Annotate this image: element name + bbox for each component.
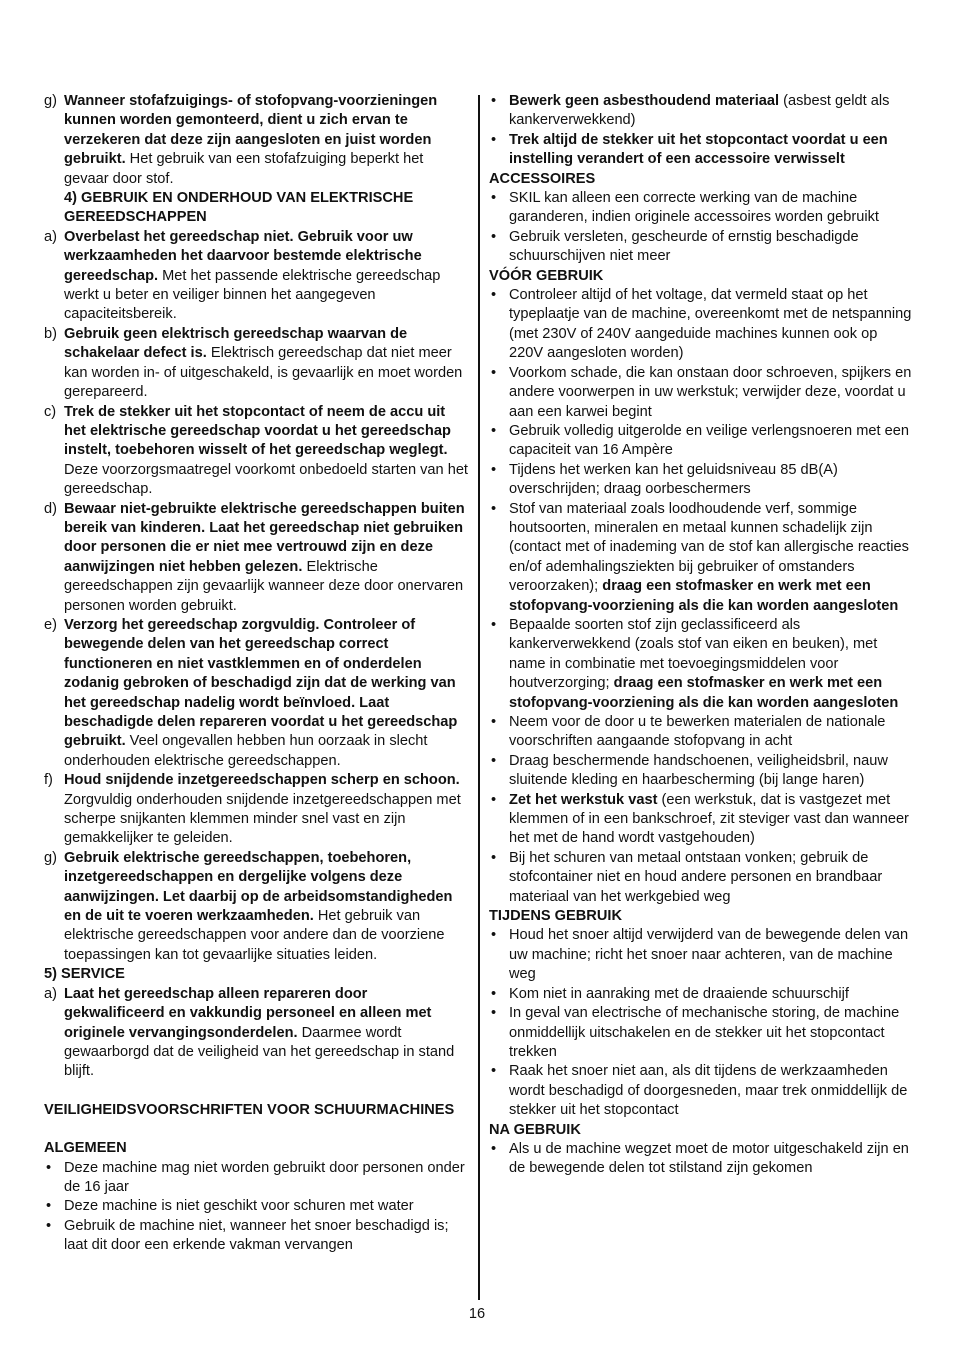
left-column [44, 92, 470, 1256]
bullet-item [489, 752, 913, 791]
list-item [44, 985, 470, 1082]
item-marker: c) [44, 403, 57, 420]
item-text: Als u de machine wegzet moet de motor uitgeschakeld zijn en de bewegende delen tot stilstand zijn gekomen [509, 1140, 909, 1177]
list-item [44, 228, 470, 325]
item-marker: g) [44, 849, 57, 866]
item-text: Houd het snoer altijd verwijderd van de bewegende delen van uw machine; richt het snoer naar achteren, van de machine weg [509, 927, 909, 983]
list-item [44, 849, 470, 965]
item-bold-text: draag een stofmasker en werk met een stofopvang-voorziening als die kan worden aangesloten [509, 675, 899, 711]
bullet-item [489, 926, 913, 984]
section-heading: NA GEBRUIK [489, 1121, 581, 1138]
item-bold-text: Overbelast het gereedschap niet. Gebruik voor uw werkzaamheden het daarvoor bestemde elektrische gereedschap. [64, 228, 422, 284]
page-number: 16 [468, 1306, 486, 1322]
item-marker: • [491, 131, 497, 148]
bullet-item [44, 1159, 470, 1198]
item-text: Tijdens het werken kan het geluidsniveau 85 dB(A) overschrijden; draag oorbeschermers [509, 461, 838, 498]
item-marker: • [491, 422, 497, 439]
item-marker: • [46, 1159, 52, 1176]
item-marker: • [491, 616, 497, 633]
item-marker: b) [44, 325, 57, 342]
list-item [44, 771, 470, 849]
item-marker: f) [44, 772, 53, 789]
list-item [44, 403, 470, 500]
item-marker: • [491, 1063, 497, 1080]
item-marker: • [491, 1005, 497, 1022]
column-divider [478, 95, 480, 1300]
item-text: Raak het snoer niet aan, als dit tijdens de werkzaamheden wordt beschadigd of doorgesneden, maar trek onmiddellijk de stekker uit het stopcontact [509, 1063, 908, 1119]
item-marker: • [491, 93, 497, 109]
item-text: Daarmee wordt gewaarborgd dat de veiligheid van het gereedschap in stand blijft. [64, 1024, 455, 1080]
item-text: Het gebruik van elektrische gereedschappen voor andere dan de voorziene toepassingen kan tot gevaarlijke situaties leiden. [64, 908, 445, 963]
section-heading: VEILIGHEIDSVOORSCHRIFTEN VOOR SCHUURMACHINES [44, 1101, 455, 1118]
item-bold-text: draag een stofmasker en werk met een stofopvang-voorziening als die kan worden aangesloten [509, 578, 899, 614]
item-marker: • [491, 190, 497, 207]
section-heading: ALGEMEEN [44, 1140, 127, 1157]
item-marker: • [491, 1140, 497, 1157]
bullet-item [489, 286, 913, 364]
item-text: (een werkstuk, dat is vastgezet met klemmen of in een bankschroef, zit steviger vast dan wanneer het met de hand wordt vastgehouden) [509, 791, 909, 847]
right-column [489, 92, 913, 1179]
item-text: Veel ongevallen hebben hun oorzaak in slecht onderhouden elektrische gereedschappen. [64, 733, 428, 769]
bullet-item [489, 364, 913, 422]
item-marker: • [46, 1217, 52, 1234]
item-marker: • [491, 228, 497, 245]
item-bold-text: Gebruik geen elektrisch gereedschap waarvan de schakelaar defect is. [64, 325, 408, 362]
bullet-item [489, 849, 913, 907]
bullet-item [489, 985, 913, 1004]
bullet-item [489, 422, 913, 461]
item-bold-text: Verzorg het gereedschap zorgvuldig. Controleer of bewegende delen van het gereedschap correct functioneren en niet vastklemmen en of onderdelen zodanig gebroken of beschadigd zijn dat de werking van het gereedschap nadelig wordt beïnvloed. Laat beschadigde delen repareren voordat u het gereedschap gebruikt. [64, 616, 458, 750]
bullet-item [489, 1004, 913, 1062]
item-bold-text: Bewaar niet-gebruikte elektrische gereedschappen buiten bereik van kinderen. Laat het gereedschap niet gebruiken door personen die er niet mee vertrouwd zijn en deze aanwijzingen niet hebben gelezen. [64, 500, 465, 575]
item-text: Met het passende elektrische gereedschap werkt u beter en veiliger binnen het aangegeven capaciteitsbereik. [64, 267, 441, 323]
item-bold-text: Gebruik elektrische gereedschappen, toebehoren, inzetgereedschappen en dergelijke volgens deze aanwijzingen. Let daarbij op de arbeidsomstandigheden en de uit te voeren werkzaamheden. [64, 849, 453, 925]
bullet-item [44, 1197, 470, 1216]
item-text: Gebruik versleten, gescheurde of ernstig beschadigde schuurschijven niet meer [509, 228, 859, 265]
item-bold-text: Zet het werkstuk vast [509, 791, 658, 808]
bullet-item [489, 131, 913, 170]
list-item [44, 616, 470, 771]
item-text: Elektrisch gereedschap dat niet meer kan worden in- of uitgeschakeld, is gevaarlijk en moet worden gerepareerd. [64, 345, 463, 401]
section-heading: 5) SERVICE [44, 966, 125, 983]
item-text: Stof van materiaal zoals loodhoudende verf, sommige houtsoorten, mineralen en metaal kunnen schadelijk zijn (contact met of inademing van de stof kan allergische reacties en/of ademhalingsziekten bij gebruiker of omstanders veroorzaken); [509, 500, 909, 595]
spacer [44, 1120, 470, 1139]
item-marker: • [491, 849, 497, 866]
item-marker: • [491, 985, 497, 1002]
item-text: Zorgvuldig onderhouden snijdende inzetgereedschappen met scherpe snijkanten klemmen minder snel vast en zijn gemakkelijker te geleiden. [64, 791, 461, 847]
list-item [44, 500, 470, 616]
bullet-item [489, 189, 913, 228]
item-text: Controleer altijd of het voltage, dat vermeld staat op het typeplaatje van de machine, overeenkomt met de netspanning (met 230V of 240V aangeduide machines kunnen ook op 220V aangesloten worden) [509, 287, 912, 362]
list-item [44, 92, 470, 189]
section-heading: ACCESSOIRES [489, 170, 596, 187]
section-heading: VÓÓR GEBRUIK [489, 267, 604, 284]
item-marker: • [491, 461, 497, 478]
item-text: Bepaalde soorten stof zijn geclassificeerd als kankerverwekkend (zoals stof van eiken en beuken), met name in combinatie met toevoegingsmiddelen voor houtverzorging; [509, 616, 878, 692]
item-text: Neem voor de door u te bewerken materialen de nationale voorschriften aangaande stofopvang in acht [509, 714, 886, 750]
item-text: Elektrische gereedschappen zijn gevaarlijk wanneer deze door onervaren personen worden gebruikt. [64, 558, 464, 614]
item-text: In geval van electrische of mechanische storing, de machine onmiddellijk uitschakelen en de stekker uit het stopcontact trekken [509, 1005, 900, 1060]
item-marker: • [491, 752, 497, 769]
item-text: Voorkom schade, die kan onstaan door schroeven, spijkers en andere voorwerpen in uw werkstuk; verwijder deze, voordat u aan een karwei begint [509, 364, 912, 420]
item-marker: a) [44, 985, 57, 1002]
item-text: Het gebruik van een stofafzuiging beperkt het gevaar door stof. [64, 151, 424, 187]
bullet-item [489, 92, 913, 131]
item-text: Deze voorzorgsmaatregel voorkomt onbedoeld starten van het gereedschap. [64, 461, 468, 498]
bullet-item [489, 791, 913, 849]
item-text: Gebruik de machine niet, wanneer het snoer beschadigd is; laat dit door een erkende vakman vervangen [64, 1217, 449, 1254]
item-marker: d) [44, 500, 57, 517]
item-marker: • [491, 500, 497, 517]
item-marker: • [491, 364, 497, 381]
item-bold-text: Trek de stekker uit het stopcontact of neem de accu uit het elektrische gereedschap voordat u het gereedschap instelt, toebehoren wisselt of het gereedschap weglegt. [64, 403, 451, 459]
spacer [44, 1082, 470, 1101]
item-marker: a) [44, 228, 57, 245]
item-marker: • [46, 1198, 52, 1215]
bullet-item [489, 1062, 913, 1120]
item-text: Gebruik volledig uitgerolde en veilige verlengsnoeren met een capaciteit van 16 Ampère [509, 422, 909, 459]
bullet-item [489, 461, 913, 500]
item-text: SKIL kan alleen een correcte werking van de machine garanderen, indien originele accessoires worden gebruikt [509, 190, 879, 226]
item-text: Bij het schuren van metaal ontstaan vonken; gebruik de stofcontainer niet en houd andere personen en brandbaar materiaal van het werkgebied weg [509, 849, 883, 905]
bullet-item [489, 1140, 913, 1179]
bullet-item [489, 228, 913, 267]
section-heading: TIJDENS GEBRUIK [489, 908, 622, 925]
list-item [44, 325, 470, 403]
item-text: Kom niet in aanraking met de draaiende schuurschijf [509, 985, 849, 1002]
item-text: Deze machine is niet geschikt voor schuren met water [64, 1198, 414, 1215]
item-bold-text: Houd snijdende inzetgereedschappen scherp en schoon. [64, 772, 460, 789]
bullet-item [489, 616, 913, 713]
item-bold-text: Bewerk geen asbesthoudend materiaal [509, 93, 780, 109]
bullet-item [489, 500, 913, 616]
item-marker: e) [44, 616, 57, 633]
item-marker: • [491, 287, 497, 304]
item-marker: g) [44, 93, 57, 109]
bullet-item [44, 1217, 470, 1256]
bullet-item [489, 713, 913, 752]
item-marker: • [491, 791, 497, 808]
item-text: Deze machine mag niet worden gebruikt door personen onder de 16 jaar [64, 1159, 465, 1195]
item-marker: • [491, 714, 497, 730]
item-bold-text: Wanneer stofafzuigings- of stofopvang-voorzieningen kunnen worden gemonteerd, dient u zich ervan te verzekeren dat deze zijn aangesloten en juist worden gebruikt. [64, 93, 438, 168]
item-text: Draag beschermende handschoenen, veiligheidsbril, nauw sluitende kleding en haarbescherming (bij lange haren) [509, 752, 888, 789]
item-marker: • [491, 927, 497, 944]
section-heading: 4) GEBRUIK EN ONDERHOUD VAN ELEKTRISCHE GEREEDSCHAPPEN [64, 190, 414, 226]
item-bold-text: Trek altijd de stekker uit het stopcontact voordat u een instelling verandert of een accessoire verwisselt [509, 131, 888, 168]
item-bold-text: Laat het gereedschap alleen repareren door gekwalificeerd en vakkundig personeel en alleen met originele vervangingsonderdelen. [64, 985, 432, 1041]
item-text: (asbest geldt als kankerverwekkend) [509, 93, 890, 129]
